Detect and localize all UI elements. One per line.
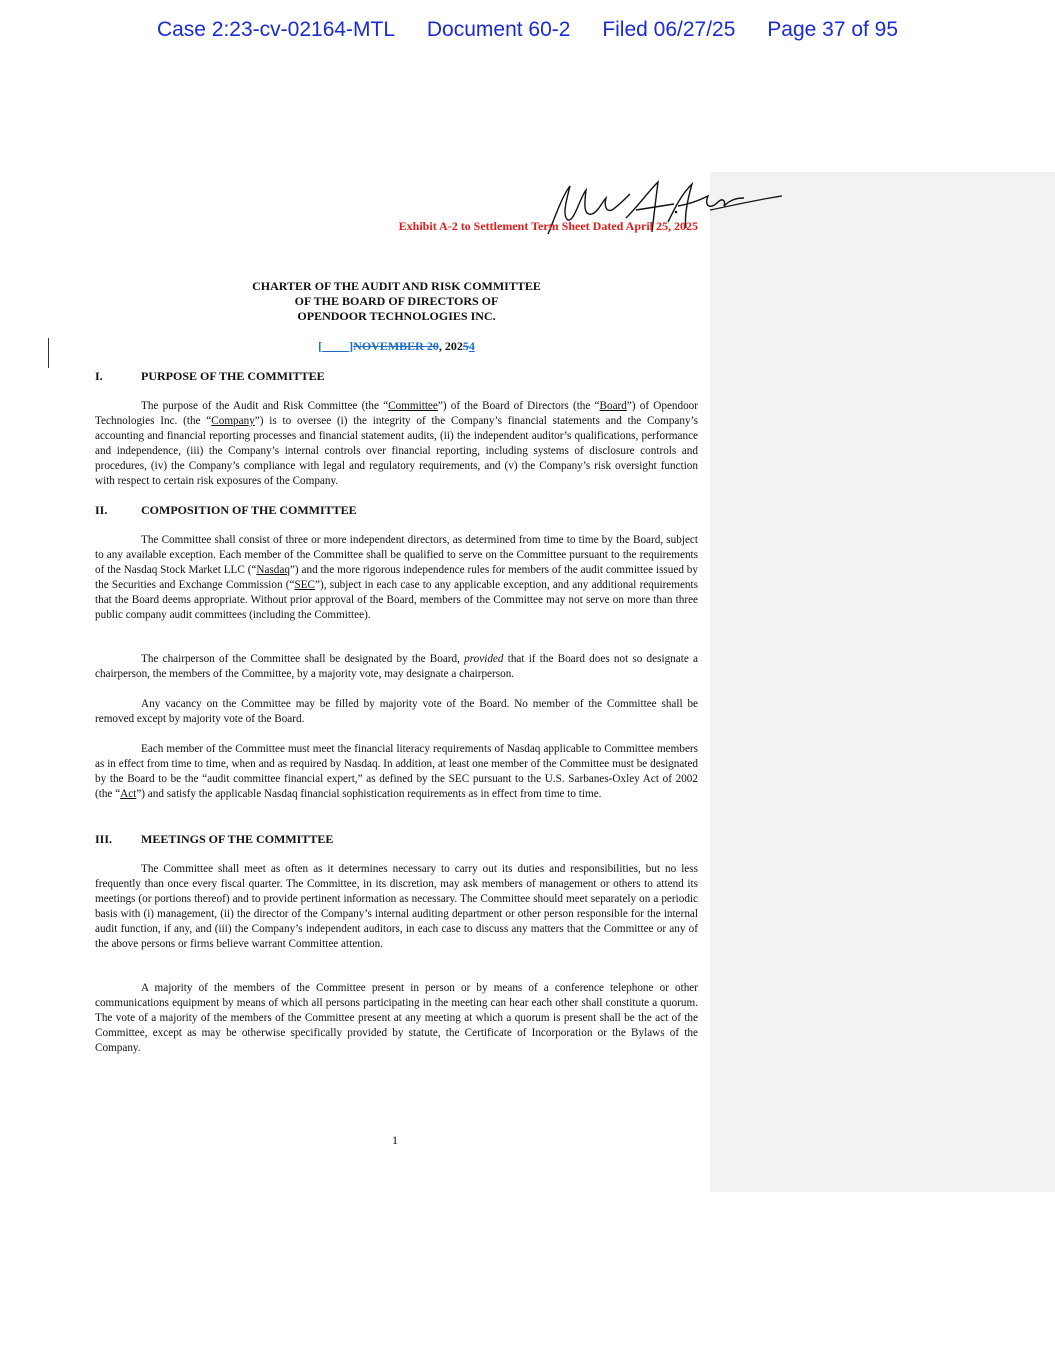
section-heading-meetings <box>95 832 333 847</box>
date-inserted-digit: 4 <box>468 339 475 353</box>
section-title: COMPOSITION OF THE COMMITTEE <box>141 503 357 517</box>
date-year-prefix: , 202 <box>438 339 463 353</box>
vacancy-paragraph: Any vacancy on the Committee may be filled by majority vote of the Board. No member of the Committee shall be removed except by majority vote of the Board. <box>95 698 698 725</box>
page-number: 1 <box>392 1133 398 1147</box>
defined-term-committee: Committee <box>388 400 438 412</box>
chairperson-paragraph: The chairperson of the Committee shall be designated by the Board, provided that if the Board does not so designate a chairperson, the members of the Committee, by a majority vote, may designate a chairperson. <box>95 653 698 680</box>
date-inserted-close: ] <box>349 339 354 353</box>
section-title: MEETINGS OF THE COMMITTEE <box>141 832 334 846</box>
title-line-3: OPENDOOR TECHNOLOGIES INC. <box>297 309 496 323</box>
italic-provided: provided <box>464 653 504 665</box>
quorum-paragraph: A majority of the members of the Committee present in person or by means of a conference telephone or other communications equipment by means of which all persons participating in the meeting can hear each other shall constitute a quorum. The vote of a majority of the members of the Committee present at any meeting at which a quorum is present shall be the act of the Committee, except as may be otherwise specifically provided by statute, the Certificate of Incorporation or the Bylaws of the Company. <box>95 982 698 1054</box>
section-number: III. <box>95 832 113 846</box>
meetings-paragraph: The Committee shall meet as often as it determines necessary to carry out its duties and responsibilities, but no less frequently than once every fiscal quarter. The Committee, in its discretion, may ask members of management or others to attend its meetings (or portions thereof) and to provide pertinent information as necessary. The Committee should meet separately on a periodic basis with (i) management, (ii) the director of the Company’s internal auditing department or other person responsible for the internal audit function, if any, and (iii) the Company’s independent auditors, in each case to discuss any matters that the Committee or any of the above persons or firms believe warrant Committee attention. <box>95 863 698 950</box>
handwritten-signature <box>540 176 785 246</box>
section-number: II. <box>95 503 108 517</box>
section-number: I. <box>95 369 103 383</box>
composition-paragraph: The Committee shall consist of three or more independent directors, as determined from time to time by the Board, subject to any available exception. Each member of the Committee shall be qualified to serve on the Committee pursuant to the requirements of the Nasdaq Stock Market LLC (“Nasdaq”) and the more rigorous independence rules for members of the audit committee issued by the Securities and Exchange Commission (“SEC”), subject in each case to any applicable exception, and any additional requirements that the Board deems appropriate. Without prior approval of the Board, members of the Committee may not serve on more than three public company audit committees (including the Committee). <box>95 534 698 621</box>
section-title: PURPOSE OF THE COMMITTEE <box>141 369 325 383</box>
defined-term-company: Company <box>211 414 255 427</box>
charter-date <box>95 339 698 354</box>
date-deleted-digit: 5 <box>462 339 469 353</box>
court-filing-header <box>0 18 1055 42</box>
charter-title <box>95 279 698 324</box>
title-line-2: OF THE BOARD OF DIRECTORS OF <box>294 294 499 308</box>
date-inserted-blank <box>322 339 349 353</box>
page-count: Page 37 of 95 <box>767 18 899 41</box>
section-heading-purpose <box>95 369 325 384</box>
date-deleted-text: NOVEMBER 20 <box>353 339 439 353</box>
purpose-paragraph: The purpose of the Audit and Risk Committee (the “Committee”) of the Board of Directors (the “Board”) of Opendoor Technologies Inc. (the “Company”) is to oversee (i) the integrity of the Company’s financial statements and the Company’s accounting and financial reporting processes and financial statement audits, (ii) the independent auditor’s qualifications, performance and independence, (iii) the Company’s internal controls over financial reporting, including systems of disclosure controls and procedures, (iv) the Company’s compliance with legal and regulatory requirements, and (v) the Company’s risk oversight function with respect to certain risk exposures of the Company. <box>95 400 699 487</box>
markup-margin-panel <box>710 172 1055 1192</box>
date-inserted-open: [ <box>318 339 323 353</box>
defined-term-nasdaq: Nasdaq <box>256 563 290 576</box>
defined-term-sec: SEC <box>294 578 316 591</box>
case-number: Case 2:23-cv-02164-MTL <box>156 18 396 41</box>
defined-term-act: Act <box>120 787 137 800</box>
defined-term-board: Board <box>599 400 627 412</box>
document-number: Document 60-2 <box>426 18 571 41</box>
section-heading-composition <box>95 503 357 518</box>
filed-date: Filed 06/27/25 <box>602 18 736 41</box>
title-line-1: CHARTER OF THE AUDIT AND RISK COMMITTEE <box>252 279 541 293</box>
revision-change-bar <box>48 338 49 368</box>
financial-literacy-paragraph: Each member of the Committee must meet the financial literacy requirements of Nasdaq applicable to Committee members as in effect from time to time, when and as required by Nasdaq. In addition, at least one member of the Committee must be designated by the Board to be the “audit committee financial expert,” as defined by the SEC pursuant to the U.S. Sarbanes-Oxley Act of 2002 (the “Act”) and satisfy the applicable Nasdaq financial sophistication requirements as in effect from time to time. <box>95 743 698 800</box>
exhibit-label: Exhibit A-2 to Settlement Term Sheet Dated April 25, 2025 <box>398 219 698 233</box>
